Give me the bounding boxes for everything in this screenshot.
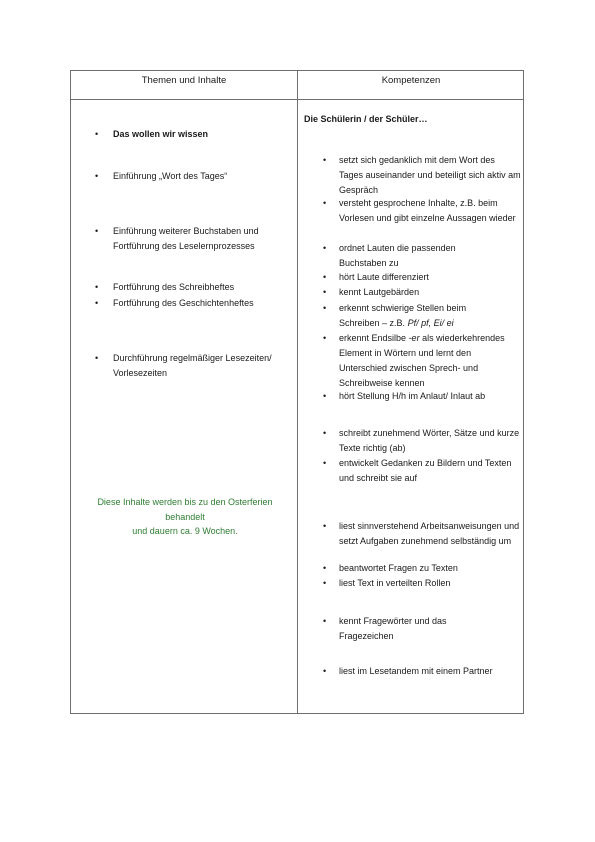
bullet-icon — [323, 241, 326, 256]
bullet-icon — [323, 331, 326, 346]
competence-text: erkennt schwierige Stellen beim Schreiben – z.B. — [339, 303, 467, 328]
competence-item: ordnet Lauten die passenden Buchstaben zu — [339, 243, 456, 268]
topic-item: Fortführung des Schreibheftes — [113, 282, 235, 292]
bullet-icon — [95, 351, 98, 366]
bullet-icon — [323, 614, 326, 629]
competence-text: erkennt Endsilbe — [339, 333, 407, 343]
competence-item: versteht gesprochene Inhalte, z.B. beim Vorlesen und gibt einzelne Aussagen wieder — [339, 198, 516, 223]
competence-item: setzt sich gedanklich mit dem Wort des Tages auseinander und beteiligt sich aktiv am Gespräch — [339, 155, 521, 195]
competence-item: liest im Lesetandem mit einem Partner — [339, 666, 493, 676]
bullet-icon — [95, 127, 98, 142]
competence-item: liest sinnverstehend Arbeitsanweisungen und setzt Aufgaben zunehmend selbständig um — [339, 521, 520, 546]
topic-item: Einführung weiterer Buchstaben und Fortführung des Leselernprozesses — [113, 226, 259, 251]
header-kompetenzen: Kompetenzen — [381, 75, 441, 86]
duration-note — [83, 495, 287, 539]
column-divider — [297, 71, 298, 713]
topic-item: Durchführung regelmäßiger Lesezeiten/ Vorlesezeiten — [113, 353, 272, 378]
bullet-icon — [323, 389, 326, 404]
competences-title: Die Schülerin / der Schüler… — [304, 114, 428, 124]
bullet-icon — [95, 280, 98, 295]
competence-text: als wiederkehrendes Element in Wörtern und lernt den Unterschied zwischen Sprech- und Schreibweise kennen — [339, 333, 505, 388]
bullet-icon — [323, 285, 326, 300]
competence-item: liest Text in verteilten Rollen — [339, 578, 451, 588]
competence-item: kennt Lautgebärden — [339, 287, 420, 297]
competence-item — [339, 331, 521, 391]
competence-item: hört Stellung H/h im Anlaut/ Inlaut ab — [339, 391, 486, 401]
header-divider — [71, 99, 523, 100]
bullet-icon — [95, 169, 98, 184]
bullet-icon — [95, 296, 98, 311]
note-line: behandelt — [165, 511, 205, 522]
competence-item: hört Laute differenziert — [339, 272, 429, 282]
curriculum-table — [70, 70, 524, 714]
bullet-icon — [323, 426, 326, 441]
bullet-icon — [323, 196, 326, 211]
competence-italic: -er — [408, 333, 420, 343]
topic-item: Das wollen wir wissen — [113, 129, 209, 139]
bullet-icon — [323, 301, 326, 316]
bullet-icon — [95, 224, 98, 239]
bullet-icon — [323, 664, 326, 679]
bullet-icon — [323, 576, 326, 591]
competence-item: kennt Fragewörter und das Fragezeichen — [339, 616, 447, 641]
bullet-icon — [323, 270, 326, 285]
topic-item: Fortführung des Geschichtenheftes — [113, 298, 254, 308]
header-themen: Themen und Inhalte — [141, 75, 227, 86]
bullet-icon — [323, 456, 326, 471]
competence-item: beantwortet Fragen zu Texten — [339, 563, 458, 573]
topic-item: Einführung „Wort des Tages“ — [113, 171, 228, 181]
competence-item: entwickelt Gedanken zu Bildern und Texten und schreibt sie auf — [339, 458, 512, 483]
bullet-icon — [323, 561, 326, 576]
note-line: Diese Inhalte werden bis zu den Osterferien — [97, 497, 273, 507]
competence-item: schreibt zunehmend Wörter, Sätze und kurze Texte richtig (ab) — [339, 428, 520, 453]
competence-item — [339, 301, 507, 331]
note-line: und dauern ca. 9 Wochen. — [132, 526, 238, 536]
bullet-icon — [323, 153, 326, 168]
competence-italic: Pf/ pf, Ei/ ei — [407, 318, 454, 328]
bullet-icon — [323, 519, 326, 534]
